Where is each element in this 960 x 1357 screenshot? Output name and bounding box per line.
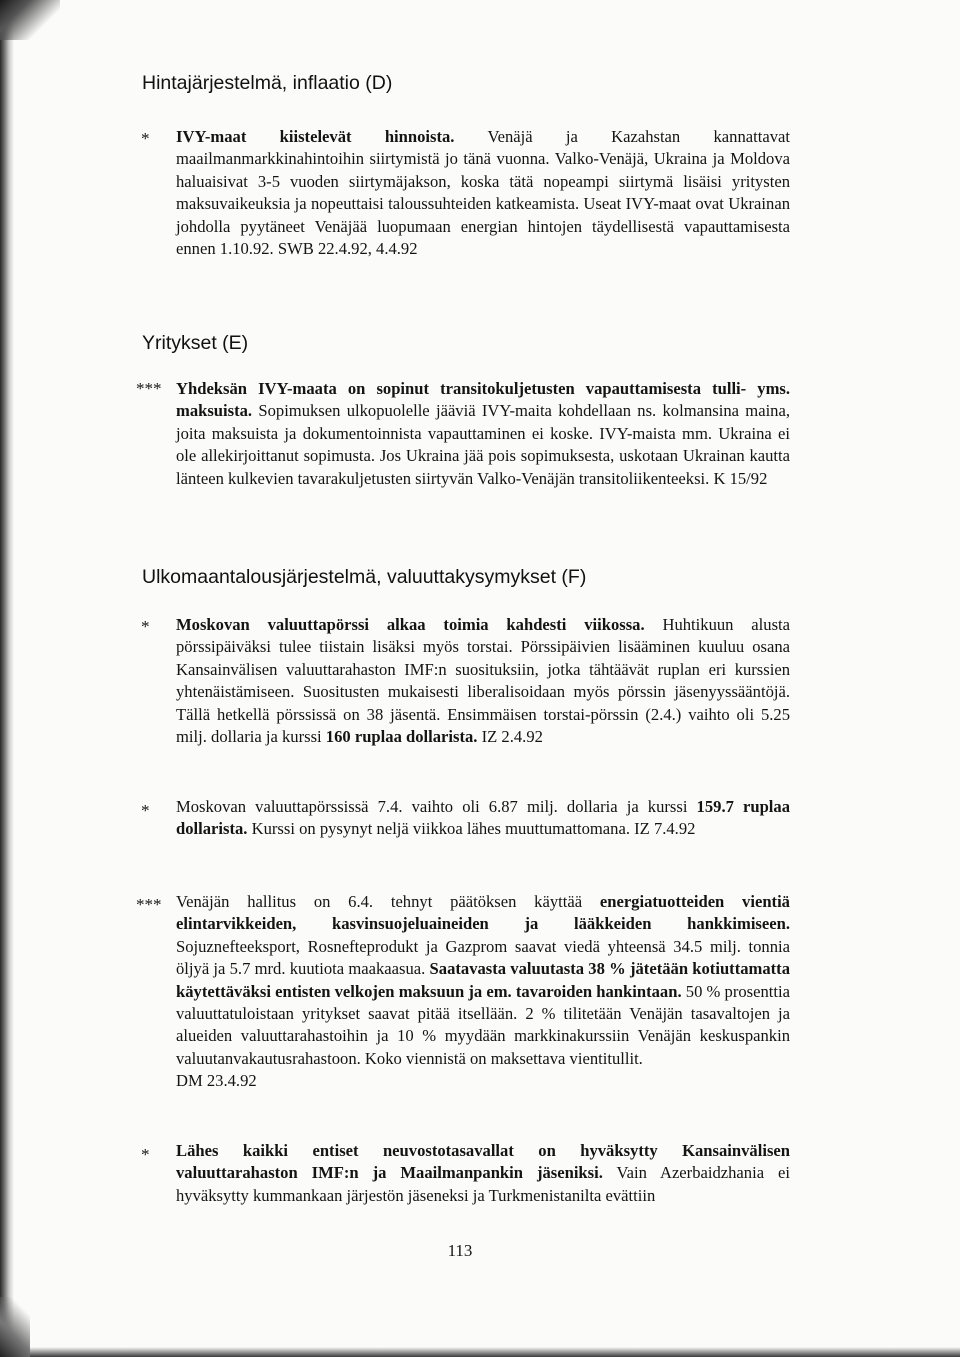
item-lead: IVY-maat kiistelevät hinnoista. bbox=[176, 127, 455, 146]
scan-edge-left bbox=[0, 0, 14, 1357]
item-body-2: Sojuznefteeksport, Rosnefteprodukt ja Gazprom saavat viedä yhteensä 34.5 milj. tonnia öljyä ja 5.7 mrd. kuutiota maakaasua. bbox=[176, 936, 790, 979]
bullet-marker: * bbox=[141, 129, 150, 148]
item-body: Vain Azerbaidzhania ei hyväksytty kummankaan järjestön jäseneksi ja Turkmenistanilta evättiin bbox=[176, 1163, 790, 1205]
bullet-marker: *** bbox=[136, 379, 162, 398]
item-body-3: 50 % prosenttia valuuttatuloistaan yritykset saavat pitää itsellään. 2 % tilitetään Venäjän tasavaltojen ja alueiden valuuttarahastoihin ja 10 % myydään markkinakurssiin Venäjän keskuspankin valuutanvakautusrahastoon. Koko viennistä on maksettava vientitullit. bbox=[176, 981, 790, 1068]
item-bold-rate: 159.7 ruplaa dollarista. bbox=[176, 797, 791, 839]
item-bold: energiatuotteiden vientiä elintarvikkeiden, kasvinsuojeluaineiden ja lääkkeiden hankkimiseen. bbox=[176, 892, 790, 934]
item-body: Sopimuksen ulkopuolelle jääviä IVY-maita kohdellaan ns. kolmansina maina, joita maksuista ja dokumentoinnista vapauttaminen ei koske. IVY-maista mm. Ukraina ei ole allekirjoittanut sopimusta. Jos Ukraina jää pois sopimuksesta, uskotaan Ukrainan kautta länteen kulkevien tavarakuljetusten siirtyvän Valko-Venäjän transitoliikenteeksi. K 15/92 bbox=[176, 401, 790, 488]
item-body: Venäjä ja Kazahstan kannattavat maailmanmarkkinahintoihin siirtymistä jo tänä vuonna. Valko-Venäjä, Ukraina ja Moldova haluaisivat 3-5 vuoden siirtymäjakson, koska tätä nopeampi siirtymä lisäisi yritysten maksuvaikeuksia ja nopeuttaisi taloussuhteiden katkeamista. Useat IVY-maat ovat Ukrainan johdolla pyytäneet Venäjää luopumaan energian hintojen täydellisestä vapauttamisesta ennen 1.10.92. SWB 22.4.92, 4.4.92 bbox=[176, 127, 790, 259]
bullet-marker: * bbox=[141, 617, 150, 636]
item-lead: Lähes kaikki entiset neuvostotasavallat on hyväksytty Kansainvälisen valuuttarahaston IMF:n ja Maailmanpankin jäseniksi. bbox=[176, 1141, 790, 1183]
section-heading-e: Yritykset (E) bbox=[142, 332, 249, 354]
item-source: Kurssi on pysynyt neljä viikkoa lähes muuttumattomana. IZ 7.4.92 bbox=[251, 819, 696, 839]
page-number: 113 bbox=[447, 1241, 473, 1260]
item-body: Moskovan valuuttapörssissä 7.4. vaihto oli 6.87 milj. dollaria ja kurssi bbox=[176, 797, 688, 816]
news-item-energy-exports bbox=[176, 891, 790, 1093]
scan-corner-shadow bbox=[0, 0, 60, 40]
news-item-imf-membership bbox=[176, 1140, 790, 1207]
item-lead: Yhdeksän IVY-maata on sopinut transitokuljetusten vapauttamisesta tulli- yms. maksuista. bbox=[176, 379, 790, 421]
section-heading-d: Hintajärjestelmä, inflaatio (D) bbox=[142, 72, 393, 94]
news-item-ivy-prices bbox=[176, 126, 790, 260]
news-item-exchange-volume bbox=[176, 796, 790, 841]
bullet-marker: * bbox=[141, 801, 150, 820]
item-body: Venäjän hallitus on 6.4. tehnyt päätöksen käyttää bbox=[176, 892, 583, 911]
news-item-transit bbox=[176, 378, 790, 490]
item-lead: Moskovan valuuttapörssi alkaa toimia kahdesti viikossa. bbox=[176, 615, 645, 634]
item-bold-rate: 160 ruplaa dollarista. bbox=[325, 727, 478, 747]
item-source: IZ 2.4.92 bbox=[481, 727, 543, 747]
bullet-marker: *** bbox=[136, 895, 162, 914]
scan-edge-bottom bbox=[0, 1347, 960, 1357]
item-body: Huhtikuun alusta pörssipäiväksi tulee tiistain lisäksi myös torstai. Pörssipäivien lisääminen kuuluu osana Kansainvälisen valuuttarahaston IMF:n suosituksiin, jotka tähtäävät ruplan eri kurssien yhtenäistämiseen. Suositusten mukaisesti liberalisoidaan myös pörssin jäsenyyssääntöjä. Tällä hetkellä pörssissä on 38 jäsentä. Ensimmäisen torstai-pörssin (2.4.) vaihto oli 5.25 milj. dollaria ja kurssi bbox=[176, 615, 790, 747]
bullet-marker: * bbox=[141, 1145, 150, 1164]
item-bold-2: Saatavasta valuutasta 38 % jätetään kotiuttamatta käytettäväksi entisten velkojen maksuun ja em. tavaroiden hankintaan. bbox=[176, 959, 790, 1001]
section-heading-f: Ulkomaantalousjärjestelmä, valuuttakysymykset (F) bbox=[142, 566, 587, 588]
scan-corner-bottom-shadow bbox=[0, 1297, 30, 1357]
news-item-moscow-exchange bbox=[176, 614, 790, 748]
item-source: DM 23.4.92 bbox=[176, 1071, 257, 1091]
